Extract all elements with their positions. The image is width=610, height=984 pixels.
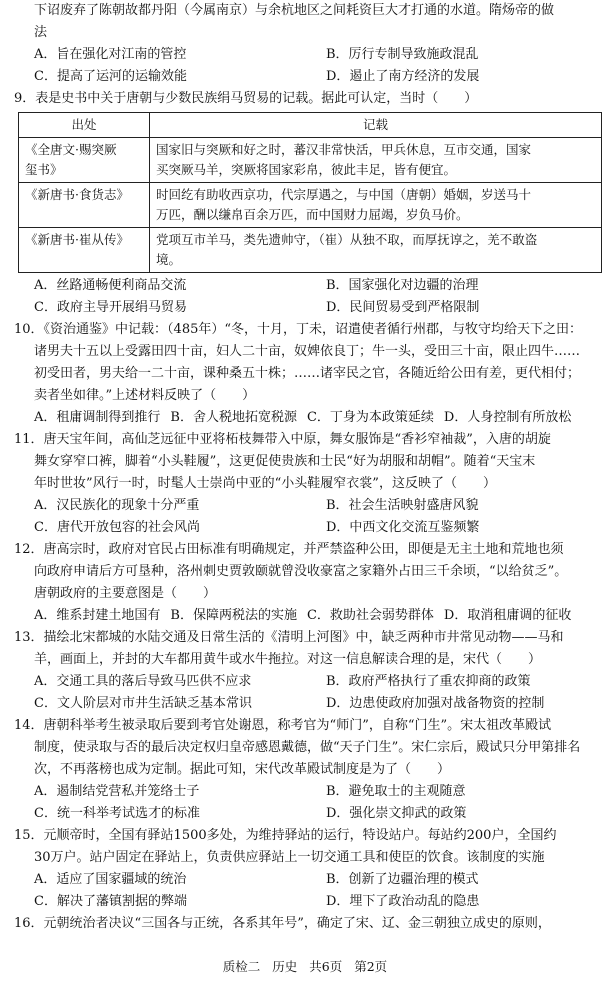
question-text: 13．描绘北宋都城的水陆交通及日常生活的《清明上河图》中，缺乏两种市井常见动物——马和: [14, 630, 564, 645]
question-15: [14, 825, 598, 913]
option-b: B．社会生活映射盛唐风貌: [326, 498, 479, 513]
cell-line: 万匹，酬以缣帛百余万匹，而中国财力屈竭，岁负马价。: [156, 207, 469, 222]
table-cell-record: [150, 228, 602, 273]
footer-subject: 历史: [272, 959, 298, 974]
option-c: C．解决了藩镇割据的弊端: [34, 894, 187, 909]
option-a: A．汉民族化的现象十分严重: [34, 498, 200, 513]
option-b: B．政府严格执行了重农抑商的政策: [326, 674, 531, 689]
option-d: D．遏止了南方经济的发展: [326, 69, 480, 84]
option-a: A．旨在强化对江南的管控: [34, 47, 187, 62]
option-d: D．埋下了政治动乱的隐患: [326, 894, 480, 909]
question-text: 11．唐天宝年间，高仙芝远征中亚将柘枝舞带入中原，舞女服饰是“香衫窄袖裁”，入唐的胡旋: [14, 432, 551, 447]
options-row: [14, 693, 598, 715]
options-row: [14, 66, 598, 88]
question-text: 舞女穿窄口裤，脚着“小头鞋履”，这更促使贵族和士民“好为胡服和胡帽”。随着“天宝末: [34, 454, 536, 469]
question-9: [14, 88, 598, 319]
option-c: C．统一科举考试选才的标准: [34, 806, 200, 821]
cell-line: 国家旧与突厥和好之时，蕃汉非常快活，甲兵休息，互市交通，国家: [156, 142, 532, 157]
source-table: [18, 112, 602, 273]
options-row: [14, 869, 598, 891]
option-b: B．国家强化对边疆的治理: [326, 278, 479, 293]
page-footer: [0, 956, 610, 978]
footer-exam: 质检二: [222, 959, 261, 974]
cell-line: 《新唐书·食货志》: [25, 187, 129, 202]
option-d: D．中西文化交流互鉴频繁: [326, 520, 480, 535]
option-c: C．政府主导开展绢马贸易: [34, 300, 187, 315]
cell-line: 党项互市羊马，类先遗帅守，（崔）从独不取，而厚抚谆之，羌不敢盗: [156, 232, 538, 247]
question-text: 初受田者，男夫给一二十亩，课种桑五十株；……诸宰民之官，各随近给公田有差，更代相付；: [34, 366, 581, 381]
question-text: 下诏废弃了陈朝故都丹阳（今属南京）与余杭地区之间耗资巨大才打通的水道。隋炀帝的做: [34, 3, 555, 18]
options-row: [14, 891, 598, 913]
question-stem: 9．表是史书中关于唐朝与少数民族绢马贸易的记载。据此可认定，当时（ ）: [14, 91, 478, 106]
option-c: C．救助社会弱势群体: [306, 608, 434, 623]
question-text: 唐朝政府的主要意图是（ ）: [34, 586, 217, 601]
question-16: [14, 913, 598, 935]
cell-line: 《新唐书·崔从传》: [25, 232, 129, 247]
option-d: D．边患使政府加强对战备物资的控制: [326, 696, 545, 711]
cell-line: 时回纥有助收西京功，代宗厚遇之，与中国（唐朝）婚姻，岁送马十: [156, 187, 532, 202]
question-text: 30万户。站户固定在驿站上，负责供应驿站上一切交通工具和使臣的饮食。该制度的实施: [34, 850, 545, 865]
question-text: 法: [34, 25, 48, 40]
question-10: [14, 319, 598, 429]
option-d: D．人身控制有所放松: [443, 410, 572, 425]
option-c: C．唐代开放包容的社会风尚: [34, 520, 200, 535]
question-14: [14, 715, 598, 825]
question-text: 15．元顺帝时，全国有驿站1500多处，为维持驿站的运行，特设站户。每站约200户，全国约: [14, 828, 557, 843]
options-row: [14, 517, 598, 539]
question-text: 14．唐朝科举考生被录取后要到考官处谢恩，称考官为“师门”，自称“门生”。宋太祖改革殿试: [14, 718, 552, 733]
option-d: D．民间贸易受到严格限制: [326, 300, 480, 315]
option-a: A．维系封建土地国有: [34, 608, 161, 623]
option-a: A．遏制结党营私并笼络士子: [34, 784, 200, 799]
question-text: 10．《资治通鉴》中记载：（485年）“冬，十月，丁未，诏遣使者循行州郡，与牧守均给天下之田：: [14, 322, 583, 337]
option-c: C．文人阶层对市井生活缺乏基本常识: [34, 696, 252, 711]
table-cell-source: [19, 138, 150, 183]
table-header-row: [19, 113, 602, 138]
cell-line: 《全唐文·赐突厥: [25, 142, 117, 157]
option-a: A．交通工具的落后导致马匹供不应求: [34, 674, 252, 689]
table-cell-source: [19, 228, 150, 273]
question-text: 诸男夫十五以上受露田四十亩，妇人二十亩，奴婢依良丁；牛一头，受田三十亩，限止四牛……: [34, 344, 581, 359]
footer-total: 共6页: [309, 959, 343, 974]
options-row: [14, 275, 598, 297]
option-c: C．提高了运河的运输效能: [34, 69, 187, 84]
question-13: [14, 627, 598, 715]
option-a: A．丝路通畅便利商品交流: [34, 278, 187, 293]
question-text: 羊，画面上，并封的大车都用黄牛或水牛拖拉。对这一信息解读合理的是，宋代（ ）: [34, 652, 542, 667]
question-11: [14, 429, 598, 539]
option-d: D．强化崇文抑武的政策: [326, 806, 467, 821]
question-text: 向政府申请后方可垦种，洛州刺史贾敦颐就曾没收豪富之家籍外占田三千余顷，“以给贫乏”。: [34, 564, 568, 579]
options-row: [14, 297, 598, 319]
cell-line: 境。: [156, 252, 182, 267]
table-cell-record: [150, 138, 602, 183]
option-d: D．取消租庸调的征收: [443, 608, 572, 623]
options-row: [14, 781, 598, 803]
table-header-record: 记载: [150, 113, 602, 138]
options-row: [14, 671, 598, 693]
options-row: [14, 407, 598, 429]
options-row: [14, 44, 598, 66]
option-b: B．厉行专制导致施政混乱: [326, 47, 479, 62]
option-b: B．避免取士的主观随意: [326, 784, 466, 799]
question-text: 年时世妆”风行一时，时髦人士崇尚中亚的“小头鞋履窄衣裳”，这反映了（ ）: [34, 476, 496, 491]
option-a: A．租庸调制得到推行: [34, 410, 161, 425]
question-text: 12．唐高宗时，政府对官民占田标准有明确规定，并严禁盗种公田，即便是无主土地和荒地也须: [14, 542, 564, 557]
question-text: 16．元朝统治者决议“三国各与正统，各系其年号”，确定了宋、辽、金三朝独立成史的原则，: [14, 916, 551, 931]
table-row: [19, 183, 602, 228]
table-cell-source: [19, 183, 150, 228]
question-text: 卖者坐如律。”上述材料反映了（ ）: [34, 388, 256, 403]
table-row: [19, 228, 602, 273]
options-row: [14, 803, 598, 825]
options-row: [14, 495, 598, 517]
question-text: 制度，使录取与否的最后决定权归皇帝感恩戴德，做“天子门生”。宋仁宗后，殿试只分甲第排名: [34, 740, 581, 755]
table-cell-record: [150, 183, 602, 228]
question-12: [14, 539, 598, 627]
cell-line: 玺书》: [25, 162, 63, 177]
cell-line: 买突厥马羊，突厥将国家彩帛，彼此丰足，皆有便宜。: [156, 162, 457, 177]
option-a: A．适应了国家疆域的统治: [34, 872, 187, 887]
option-b: B．保障两税法的实施: [170, 608, 297, 623]
options-row: [14, 605, 598, 627]
question-text: 次，不再落榜也成为定制。据此可知，宋代改革殿试制度是为了（ ）: [34, 762, 451, 777]
table-row: [19, 138, 602, 183]
option-b: B．舍人税地拓宽税源: [170, 410, 297, 425]
option-c: C．丁身为本政策延续: [306, 410, 434, 425]
option-b: B．创新了边疆治理的模式: [326, 872, 479, 887]
carry-over-question: [14, 0, 598, 88]
table-header-source: 出处: [19, 113, 150, 138]
footer-page-number: 第2页: [354, 959, 388, 974]
